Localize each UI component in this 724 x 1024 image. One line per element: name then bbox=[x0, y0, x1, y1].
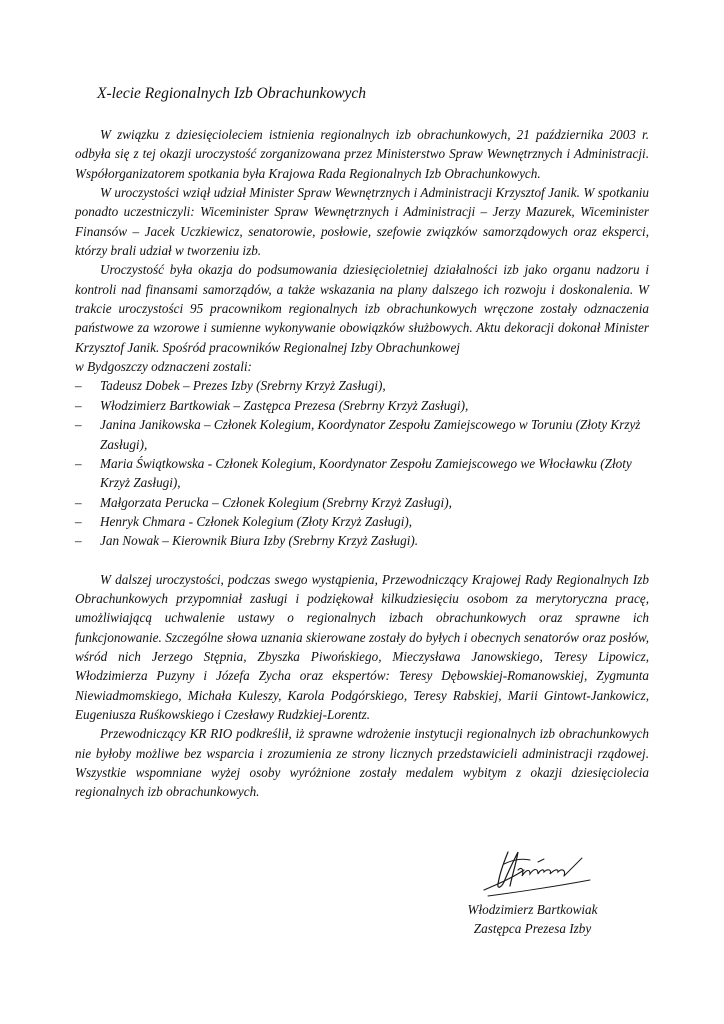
dash-bullet: – bbox=[75, 513, 82, 529]
awards-list bbox=[75, 376, 649, 550]
paragraph-speech: W dalszej uroczystości, podczas swego wystąpienia, Przewodniczący Krajowej Rady Regionalnych Izb Obrachunkowych przypomniał zasługi i podziękował kilkudziesięciu osobom za merytoryczna pracę, umożliwiającą uchwalenie ustawy o regionalnych izbach obrachunkowych oraz sprawne ich funkcjonowanie. Szczególne słowa uznania skierowane zostały do byłych i obecnych senatorów oraz posłów, wśród nich Jerzego Stępnia, Zbyszka Piwońskiego, Mieczysława Janowskiego, Teresy Lipowicz, Włodzimierza Puzyny i Józefa Zycha oraz ekspertów: Teresy Dębowskiej-Romanowskiej, Zygmunta Niewiadmomskiego, Michała Kuleszy, Karola Podgórskiego, Teresy Rabskiej, Marii Gintowt-Jankowicz, Eugeniusza Ruśkowskiego i Czesławy Rudzkiej-Lorentz. bbox=[75, 571, 649, 722]
document-title: X-lecie Regionalnych Izb Obrachunkowych bbox=[97, 85, 367, 102]
paragraph-closing: Przewodniczący KR RIO podkreślił, iż sprawne wdrożenie instytucji regionalnych izb obrachunkowych nie byłoby możliwe bez wsparcia i zrozumienia ze strony licznych przedstawicieli administracji rządowej. Wszystkie wspomniane wyżej osoby wyróżnione zostały medalem wybitym z okazji dziesięciolecia regionalnych izb obrachunkowych. bbox=[75, 726, 649, 800]
list-item bbox=[75, 454, 649, 493]
dash-bullet: – bbox=[75, 455, 82, 471]
signatory-role: Zastępca Prezesa Izby bbox=[473, 921, 592, 936]
list-item bbox=[75, 531, 649, 550]
dash-bullet: – bbox=[75, 397, 82, 413]
list-item bbox=[75, 493, 649, 512]
award-text: Henryk Chmara - Członek Kolegium (Złoty Krzyż Zasługi), bbox=[100, 513, 413, 529]
dash-bullet: – bbox=[75, 417, 82, 433]
paragraph-intro: W związku z dziesięcioleciem istnienia regionalnych izb obrachunkowych, 21 października 2003 r. odbyła się z tej okazji uroczystość zorganizowana przez Ministerstwo Spraw Wewnętrznych i Administracji. Współorganizatorem spotkania była Krajowa Rada Regionalnych Izb Obrachunkowych. bbox=[75, 127, 649, 181]
paragraph-attendees: W uroczystości wziął udział Minister Spraw Wewnętrznych i Administracji Krzysztof Janik. W spotkaniu ponadto uczestniczyli: Wiceminister Spraw Wewnętrznych i Administracji – Jerzy Mazurek, Wiceminister Finansów – Jacek Uczkiewicz, senatorowie, posłowie, szefowie związków samorządowych oraz eksperci, którzy brali udział w tworzeniu izb. bbox=[75, 185, 649, 259]
list-item bbox=[75, 376, 649, 395]
award-text: Maria Świątkowska - Członek Kolegium, Koordynator Zespołu Zamiejscowego we Włocławku (Złoty Krzyż Zasługi), bbox=[100, 455, 632, 491]
list-item bbox=[75, 415, 649, 454]
handwritten-signature bbox=[478, 840, 598, 900]
award-text: Janina Janikowska – Członek Kolegium, Koordynator Zespołu Zamiejscowego w Toruniu (Złoty Krzyż Zasługi), bbox=[100, 417, 641, 452]
document-body bbox=[75, 125, 649, 802]
awards-lead: w Bydgoszczy odznaczeni zostali: bbox=[75, 359, 252, 375]
dash-bullet: – bbox=[75, 378, 82, 394]
dash-bullet: – bbox=[75, 533, 82, 549]
paragraph-spacer bbox=[75, 551, 649, 570]
award-text: Jan Nowak – Kierownik Biura Izby (Srebrny Krzyż Zasługi). bbox=[100, 533, 419, 549]
signatory-name: Włodzimierz Bartkowiak bbox=[467, 902, 598, 917]
award-text: Małgorzata Perucka – Członek Kolegium (Srebrny Krzyż Zasługi), bbox=[100, 494, 452, 510]
award-text: Włodzimierz Bartkowiak – Zastępca Prezesa (Srebrny Krzyż Zasługi), bbox=[100, 397, 469, 413]
dash-bullet: – bbox=[75, 494, 82, 510]
list-item bbox=[75, 396, 649, 415]
list-item bbox=[75, 512, 649, 531]
paragraph-summary: Uroczystość była okazja do podsumowania dziesięcioletniej działalności izb jako organu nadzoru i kontroli nad finansami samorządów, a także wskazania na plany dalszego ich rozwoju i doskonalenia. W trakcie uroczystości 95 pracownikom regionalnych izb obrachunkowych wręczone zostały odznaczenia państwowe za wzorowe i sumienne wykonywanie obowiązków służbowych. Aktu dekoracji dokonał Minister Krzysztof Janik. Spośród pracowników Regionalnej Izby Obrachunkowej bbox=[75, 262, 649, 355]
award-text: Tadeusz Dobek – Prezes Izby (Srebrny Krzyż Zasługi), bbox=[100, 378, 386, 394]
